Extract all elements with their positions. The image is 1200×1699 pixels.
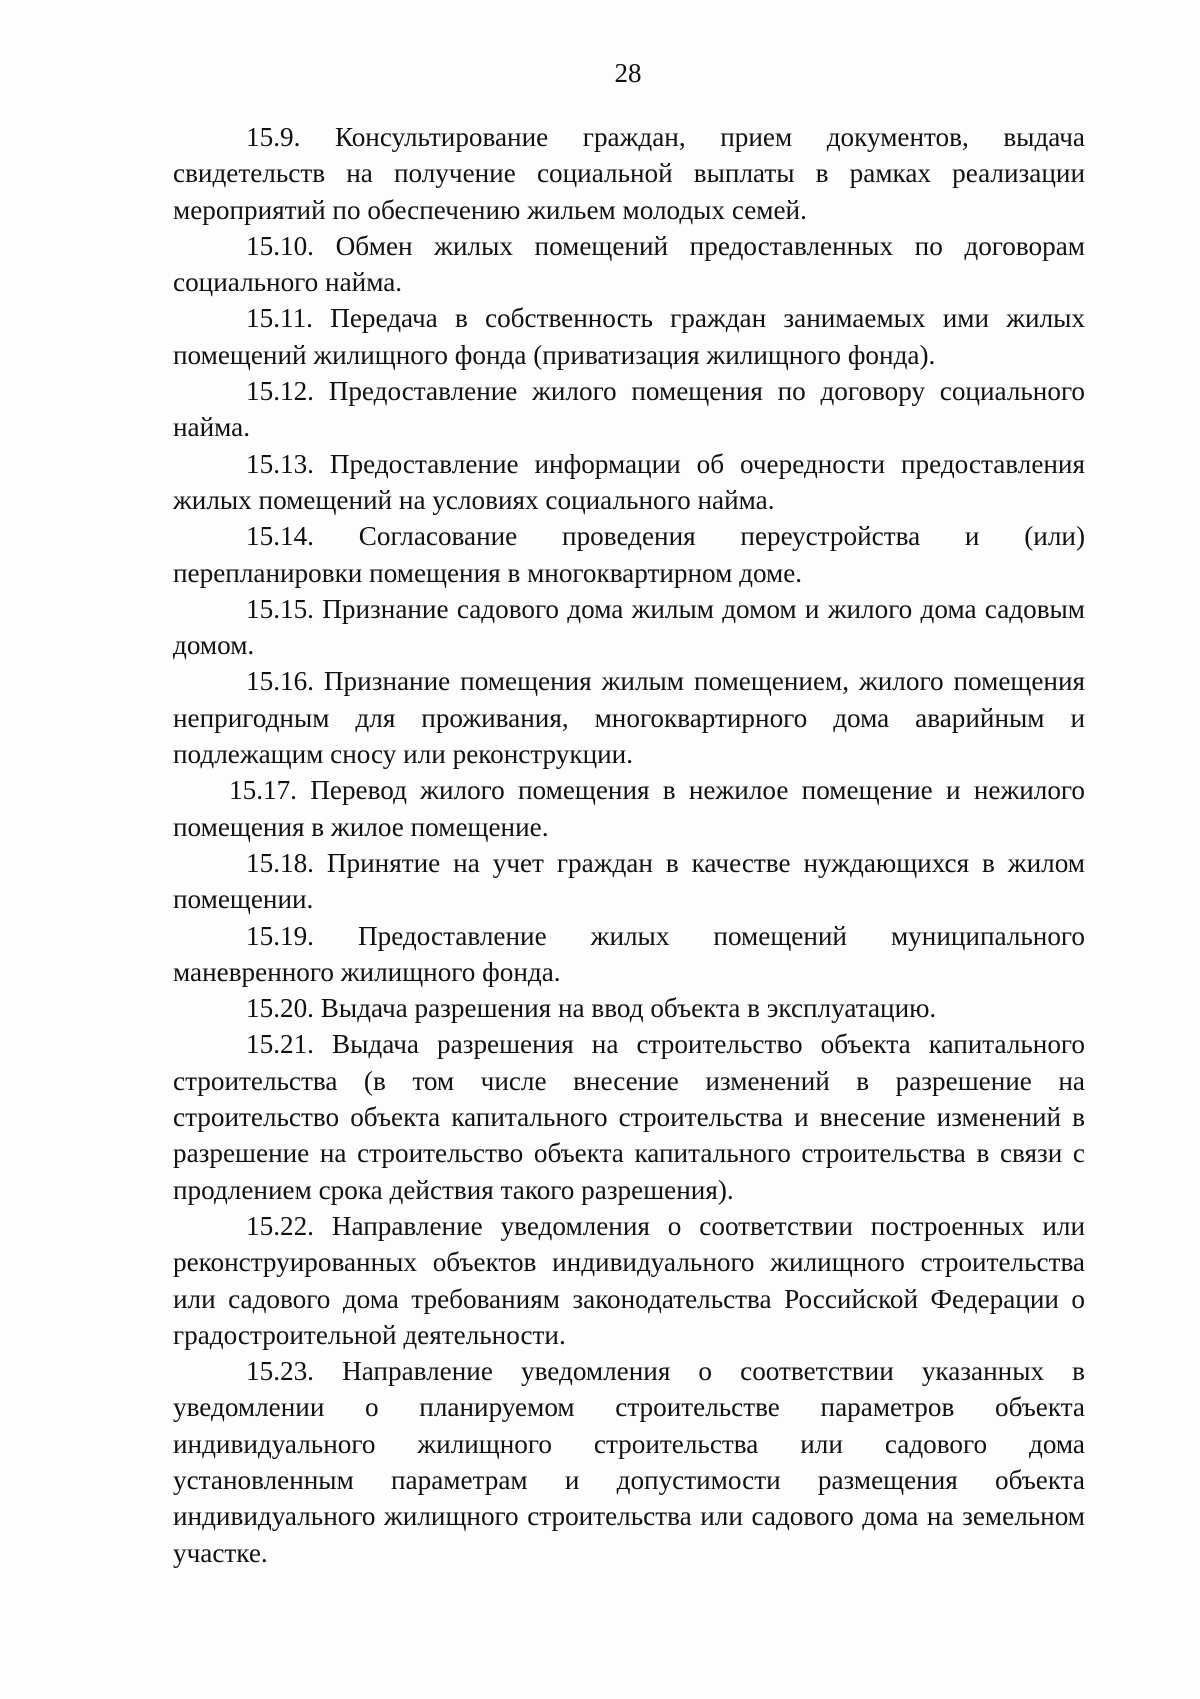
- item-number: 15.16.: [246, 666, 314, 697]
- item-number: 15.9.: [246, 122, 301, 152]
- list-item: [173, 119, 1085, 228]
- item-number: 15.21.: [246, 1029, 314, 1060]
- page-number: 28: [614, 58, 642, 88]
- list-item: [173, 1208, 1085, 1353]
- item-number: 15.23.: [246, 1356, 314, 1387]
- item-number: 15.15.: [246, 593, 314, 624]
- document-body: [173, 119, 1085, 1571]
- list-item: [173, 300, 1085, 373]
- item-text: Консультирование граждан, прием документов, выдача свидетельств на получение социальной выплаты в рамках реализации мероприятий по обеспечению жильем молодых семей.: [173, 122, 1085, 225]
- item-text: Передача в собственность граждан занимаемых ими жилых помещений жилищного фонда (приватизация жилищного фонда).: [173, 303, 1086, 370]
- item-text: Обмен жилых помещений предоставленных по договорам социального найма.: [173, 230, 1085, 298]
- list-item: [173, 918, 1085, 991]
- item-number: 15.10.: [246, 230, 314, 261]
- item-text: Признание садового дома жилым домом и жилого дома садовым домом.: [173, 593, 1086, 661]
- item-text: Выдача разрешения на строительство объекта капитального строительства (в том числе внесение изменений в разрешение на строительство объекта капитального строительства и внесение изменений в разрешение на строительство объекта капитального строительства в связи с продлением срока действия такого разрешения).: [173, 1029, 1085, 1205]
- list-item: [173, 663, 1085, 772]
- item-number: 15.11.: [246, 303, 313, 334]
- list-item: [173, 446, 1085, 519]
- item-text: Признание помещения жилым помещением, жилого помещения непригодным для проживания, многоквартирного дома аварийным и подлежащим сносу или реконструкции.: [173, 666, 1085, 770]
- list-item: [173, 990, 1085, 1026]
- item-text: Направление уведомления о соответствии построенных или реконструированных объектов индивидуального жилищного строительства или садового дома требованиям законодательства Российской Федерации о градостроительной деятельности.: [173, 1210, 1085, 1350]
- list-item: [173, 591, 1085, 664]
- list-item: [173, 518, 1085, 591]
- item-number: 15.22.: [246, 1210, 314, 1241]
- item-text: Выдача разрешения на ввод объекта в эксплуатацию.: [320, 993, 937, 1024]
- item-text: Принятие на учет граждан в качестве нуждающихся в жилом помещении.: [173, 847, 1085, 915]
- item-number: 15.19.: [246, 920, 314, 951]
- list-item: [173, 1026, 1085, 1207]
- item-number: 15.20.: [246, 993, 314, 1024]
- list-item: [173, 373, 1085, 446]
- list-item: [173, 1353, 1085, 1571]
- list-item: [173, 772, 1085, 845]
- item-number: 15.12.: [246, 376, 314, 407]
- list-item: [173, 845, 1085, 918]
- item-text: Предоставление жилого помещения по договору социального найма.: [173, 376, 1086, 443]
- item-text: Согласование проведения переустройства и (или) перепланировки помещения в многоквартирном доме.: [173, 521, 1085, 588]
- list-item: [173, 228, 1085, 301]
- item-number: 15.14.: [246, 521, 314, 552]
- item-text: Направление уведомления о соответствии указанных в уведомлении о планируемом строительстве параметров объекта индивидуального жилищного строительства или садового дома установленным параметрам и допустимости размещения объекта индивидуального жилищного строительства или садового дома на земельном участке.: [173, 1356, 1085, 1568]
- item-text: Предоставление информации об очередности предоставления жилых помещений на условиях социального найма.: [173, 448, 1085, 515]
- item-text: Перевод жилого помещения в нежилое помещение и нежилого помещения в жилое помещение.: [173, 775, 1085, 842]
- item-number: 15.13.: [246, 448, 314, 479]
- item-number: 15.17.: [229, 775, 297, 806]
- item-text: Предоставление жилых помещений муниципального маневренного жилищного фонда.: [173, 920, 1086, 987]
- item-number: 15.18.: [246, 847, 314, 878]
